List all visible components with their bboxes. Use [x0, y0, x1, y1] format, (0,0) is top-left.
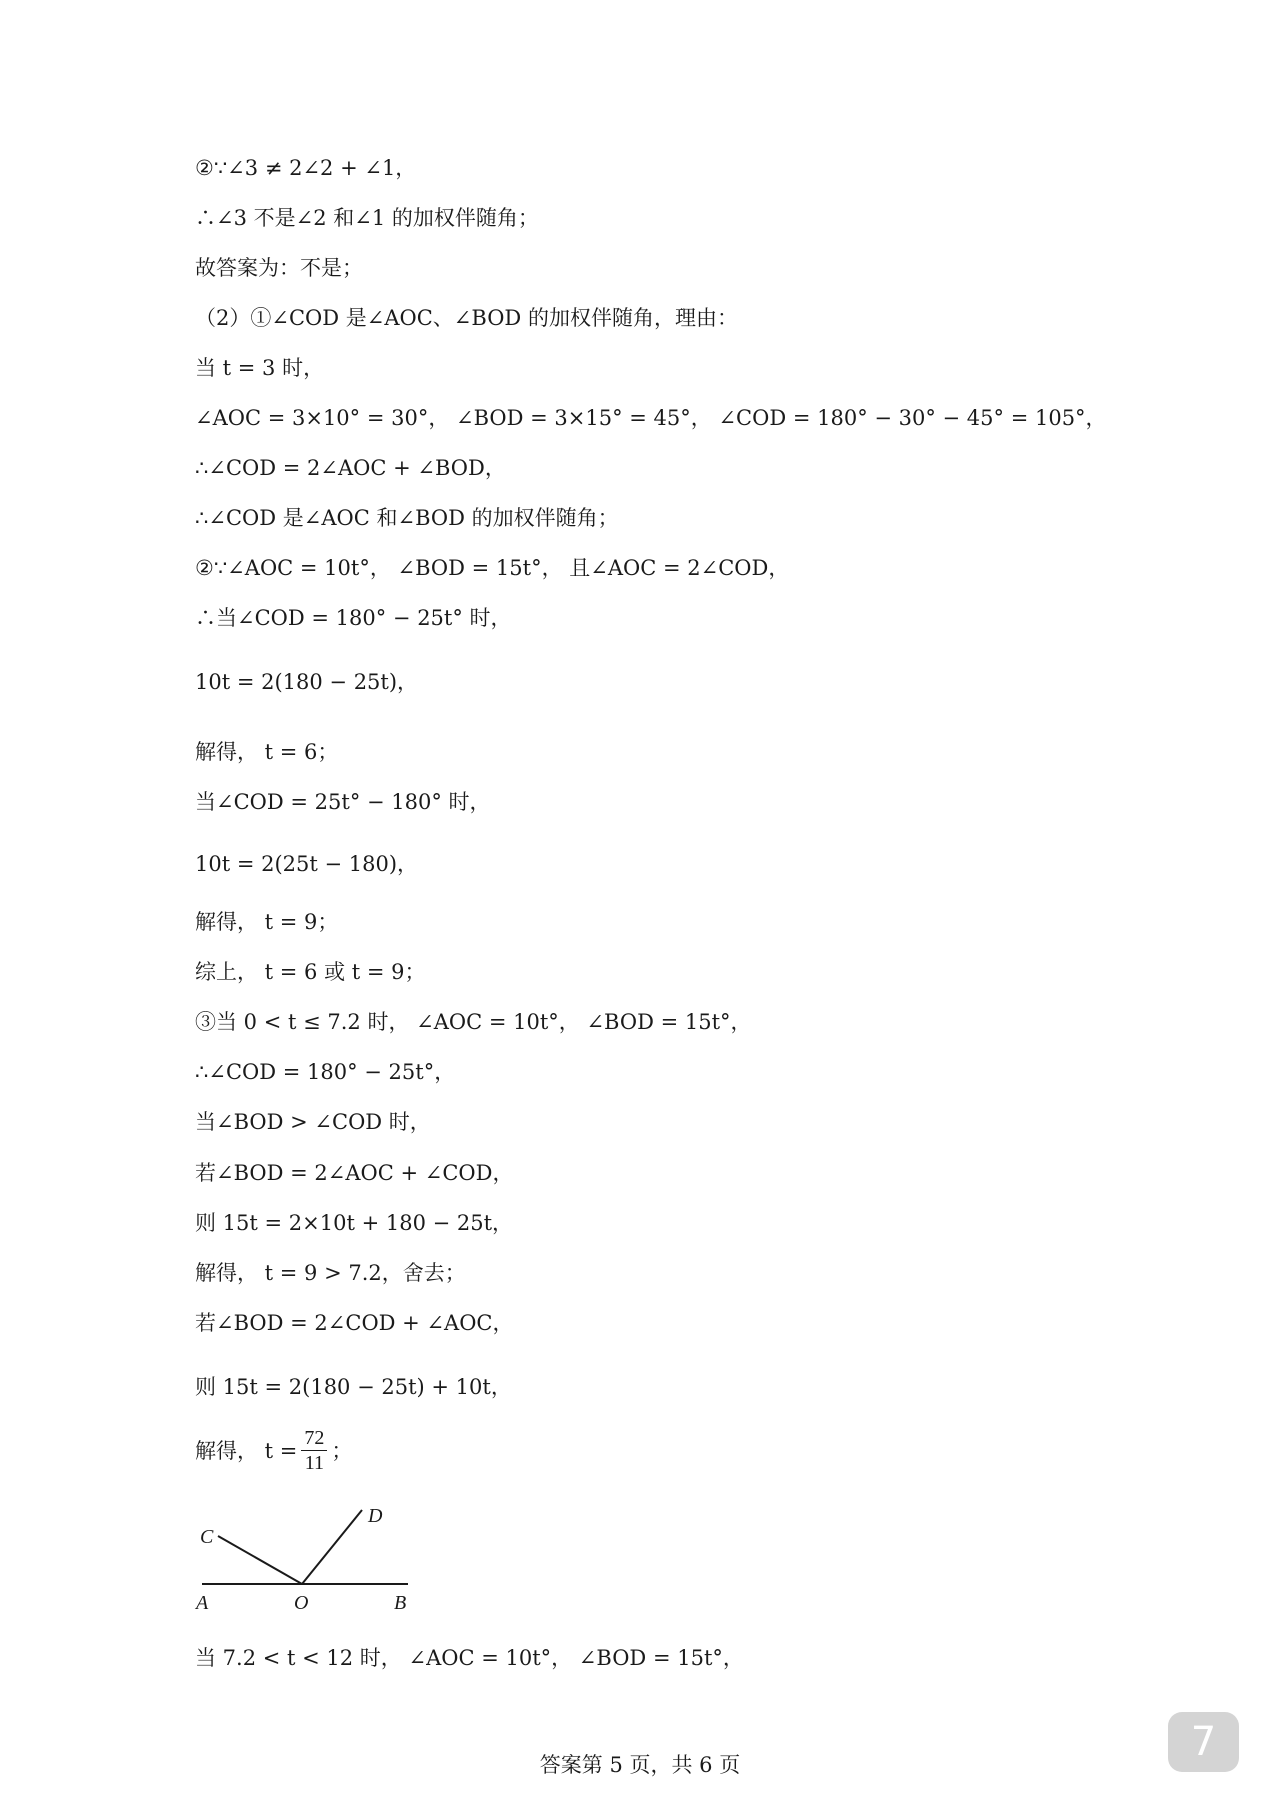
line-1: ②∵∠3 ≠ 2∠2 + ∠1，	[195, 156, 417, 180]
fraction-suffix: ；	[331, 1438, 353, 1463]
line-15: 解得， t = 9；	[195, 910, 339, 934]
fraction	[301, 1426, 327, 1475]
line-17: ③当 0 < t ≤ 7.2 时， ∠AOC = 10t°， ∠BOD = 15t°，	[195, 1010, 752, 1034]
line-24: 则 15t = 2(180 − 25t) + 10t，	[195, 1375, 512, 1399]
line-10: ∴当∠COD = 180° − 25t° 时，	[195, 606, 512, 630]
ray-od	[302, 1510, 362, 1584]
line-25: 当 7.2 < t < 12 时， ∠AOC = 10t°， ∠BOD = 15t°，	[195, 1646, 744, 1670]
angle-figure	[190, 1500, 430, 1620]
line-18: ∴∠COD = 180° − 25t°，	[195, 1060, 456, 1084]
line-11: 10t = 2(180 − 25t)，	[195, 670, 419, 694]
line-20: 若∠BOD = 2∠AOC + ∠COD，	[195, 1161, 514, 1185]
label-o: O	[294, 1592, 309, 1614]
label-d: D	[368, 1505, 383, 1527]
line-21: 则 15t = 2×10t + 180 − 25t，	[195, 1211, 514, 1235]
line-8: ∴∠COD 是∠AOC 和∠BOD 的加权伴随角；	[195, 506, 619, 530]
ray-oc	[218, 1536, 302, 1584]
line-3: 故答案为：不是；	[195, 256, 363, 280]
line-9: ②∵∠AOC = 10t°， ∠BOD = 15t°， 且∠AOC = 2∠COD，	[195, 556, 790, 580]
line-2: ∴∠3 不是∠2 和∠1 的加权伴随角；	[195, 206, 539, 230]
line-14: 10t = 2(25t − 180)，	[195, 852, 419, 876]
line-13: 当∠COD = 25t° − 180° 时，	[195, 790, 491, 814]
line-23: 若∠BOD = 2∠COD + ∠AOC，	[195, 1311, 514, 1335]
label-a: A	[196, 1592, 209, 1614]
line-4: （2）①∠COD 是∠AOC、∠BOD 的加权伴随角，理由：	[195, 306, 738, 330]
line-16: 综上， t = 6 或 t = 9；	[195, 960, 426, 984]
label-b: B	[394, 1592, 407, 1614]
page-number-badge[interactable]: 7	[1168, 1712, 1239, 1772]
page-footer: 答案第 5 页，共 6 页	[539, 1753, 741, 1777]
line-22: 解得， t = 9 > 7.2，舍去；	[195, 1261, 466, 1285]
line-7: ∴∠COD = 2∠AOC + ∠BOD，	[195, 456, 506, 480]
line-12: 解得， t = 6；	[195, 740, 339, 764]
label-c: C	[200, 1526, 214, 1548]
line-5: 当 t = 3 时，	[195, 356, 325, 380]
fraction-numerator: 72	[301, 1426, 327, 1451]
fraction-line	[195, 1426, 352, 1475]
line-6: ∠AOC = 3×10° = 30°， ∠BOD = 3×15° = 45°， ∠COD = 180° − 30° − 45° = 105°，	[195, 406, 1107, 430]
fraction-prefix: 解得， t =	[195, 1438, 298, 1463]
line-19: 当∠BOD > ∠COD 时，	[195, 1110, 431, 1134]
fraction-denominator: 11	[304, 1452, 325, 1474]
